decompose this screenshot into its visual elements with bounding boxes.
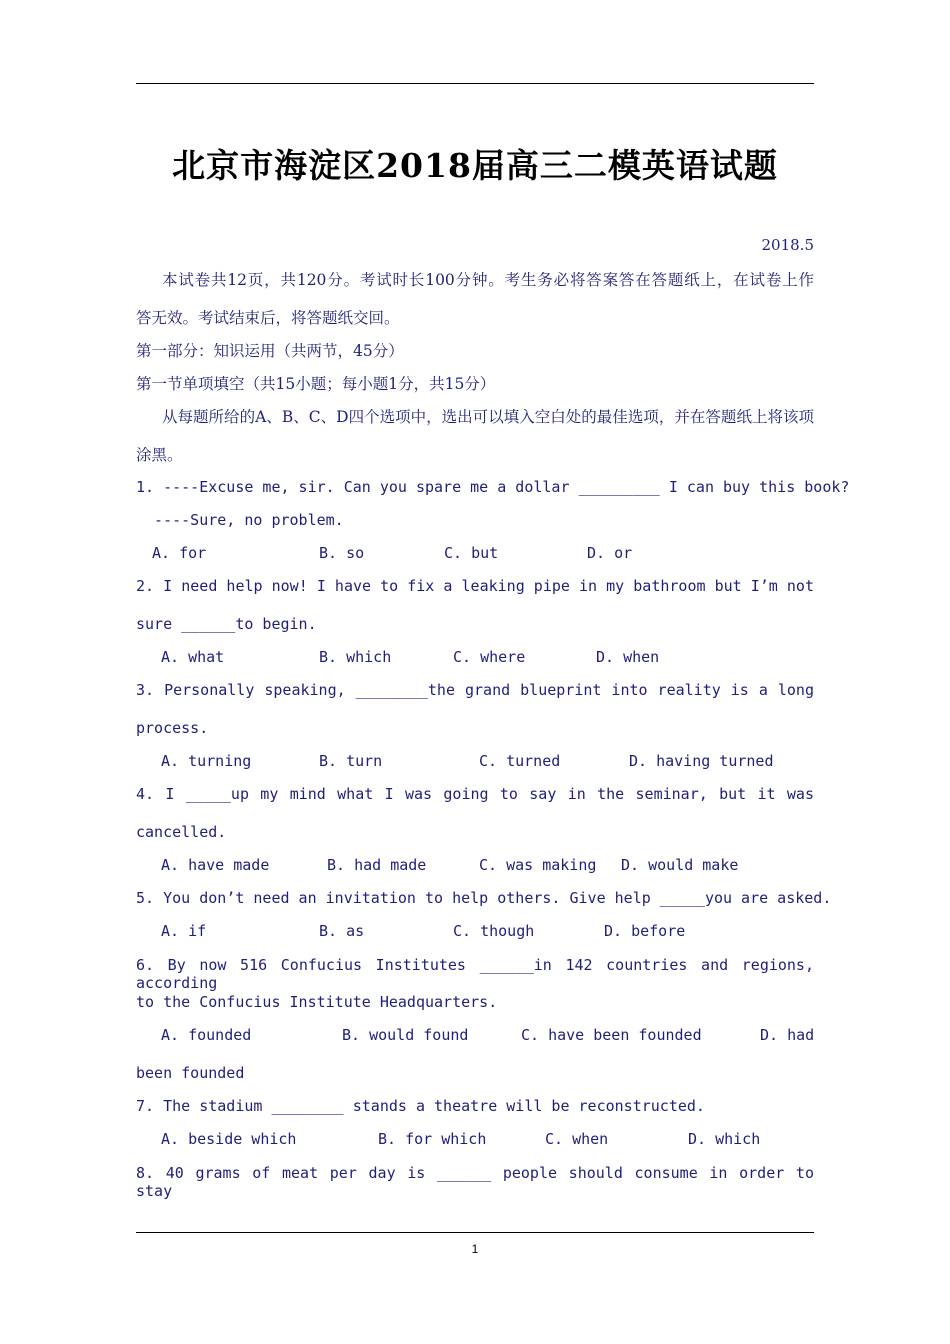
question-4-line-1: 4. I _____up my mind what I was going to say in the seminar, but it was <box>136 785 814 803</box>
instructions-line-1: 本试卷共12页，共120分。考试时长100分钟。考生务必将答案答在答题纸上，在试卷上作 <box>162 271 814 289</box>
footer-rule <box>136 1232 814 1233</box>
question-3-line-2: process. <box>136 719 209 737</box>
page-title: 北京市海淀区2018届高三二模英语试题 <box>172 146 778 185</box>
question-4-option-b: B. had made <box>327 856 427 874</box>
section-heading: 第一节单项填空（共15小题；每小题1分，共15分） <box>136 375 496 393</box>
question-7-option-c: C. when <box>545 1130 609 1148</box>
question-4-option-c: C. was making <box>479 856 597 874</box>
part-heading: 第一部分：知识运用（共两节，45分） <box>136 342 404 360</box>
question-4-option-d: D. would make <box>621 856 739 874</box>
question-5-option-d: D. before <box>604 922 686 940</box>
question-1-option-a: A. for <box>152 544 207 562</box>
exam-date: 2018.5 <box>761 236 814 254</box>
question-7-option-b: B. for which <box>378 1130 487 1148</box>
question-2-option-b: B. which <box>319 648 392 666</box>
question-4-line-2: cancelled. <box>136 823 227 841</box>
question-6-option-d: D. had <box>760 1026 815 1044</box>
question-4-option-a: A. have made <box>161 856 270 874</box>
question-6-option-a: A. founded <box>161 1026 252 1044</box>
page-number: 1 <box>471 1242 479 1256</box>
question-5-line-1: 5. You don’t need an invitation to help others. Give help _____you are asked. <box>136 889 832 907</box>
question-1-option-b: B. so <box>319 544 365 562</box>
question-6-option-b: B. would found <box>342 1026 469 1044</box>
question-8-line-1: 8. 40 grams of meat per day is ______ people should consume in order to stay <box>136 1164 814 1200</box>
directions-line-2: 涂黑。 <box>136 446 183 464</box>
question-5-option-c: C. though <box>453 922 535 940</box>
question-2-line-2: sure ______to begin. <box>136 615 317 633</box>
instructions-line-2: 答无效。考试结束后，将答题纸交回。 <box>136 309 400 327</box>
question-3-option-a: A. turning <box>161 752 252 770</box>
question-3-line-1: 3. Personally speaking, ________the grand blueprint into reality is a long <box>136 681 814 699</box>
question-7-line-1: 7. The stadium ________ stands a theatre will be reconstructed. <box>136 1097 705 1115</box>
question-6-option-c: C. have been founded <box>521 1026 702 1044</box>
question-1-line-1: 1. ----Excuse me, sir. Can you spare me a dollar _________ I can buy this book? <box>136 478 850 496</box>
question-3-option-d: D. having turned <box>629 752 774 770</box>
question-7-option-d: D. which <box>688 1130 761 1148</box>
question-5-option-b: B. as <box>319 922 365 940</box>
question-6-option-d-continued: been founded <box>136 1064 245 1082</box>
question-1-option-c: C. but <box>444 544 499 562</box>
question-6-line-2: to the Confucius Institute Headquarters. <box>136 993 498 1011</box>
question-3-option-c: C. turned <box>479 752 561 770</box>
question-5-option-a: A. if <box>161 922 207 940</box>
question-3-option-b: B. turn <box>319 752 383 770</box>
directions-line-1: 从每题所给的A、B、C、D四个选项中，选出可以填入空白处的最佳选项，并在答题纸上将该项 <box>162 408 814 426</box>
question-2-option-a: A. what <box>161 648 225 666</box>
question-2-option-d: D. when <box>596 648 660 666</box>
question-1-line-2: ----Sure, no problem. <box>136 511 344 529</box>
question-2-line-1: 2. I need help now! I have to fix a leaking pipe in my bathroom but I’m not <box>136 577 814 595</box>
header-rule <box>136 83 814 84</box>
question-2-option-c: C. where <box>453 648 526 666</box>
question-6-line-1: 6. By now 516 Confucius Institutes ______in 142 countries and regions, according <box>136 956 814 992</box>
question-7-option-a: A. beside which <box>161 1130 297 1148</box>
question-1-option-d: D. or <box>587 544 633 562</box>
